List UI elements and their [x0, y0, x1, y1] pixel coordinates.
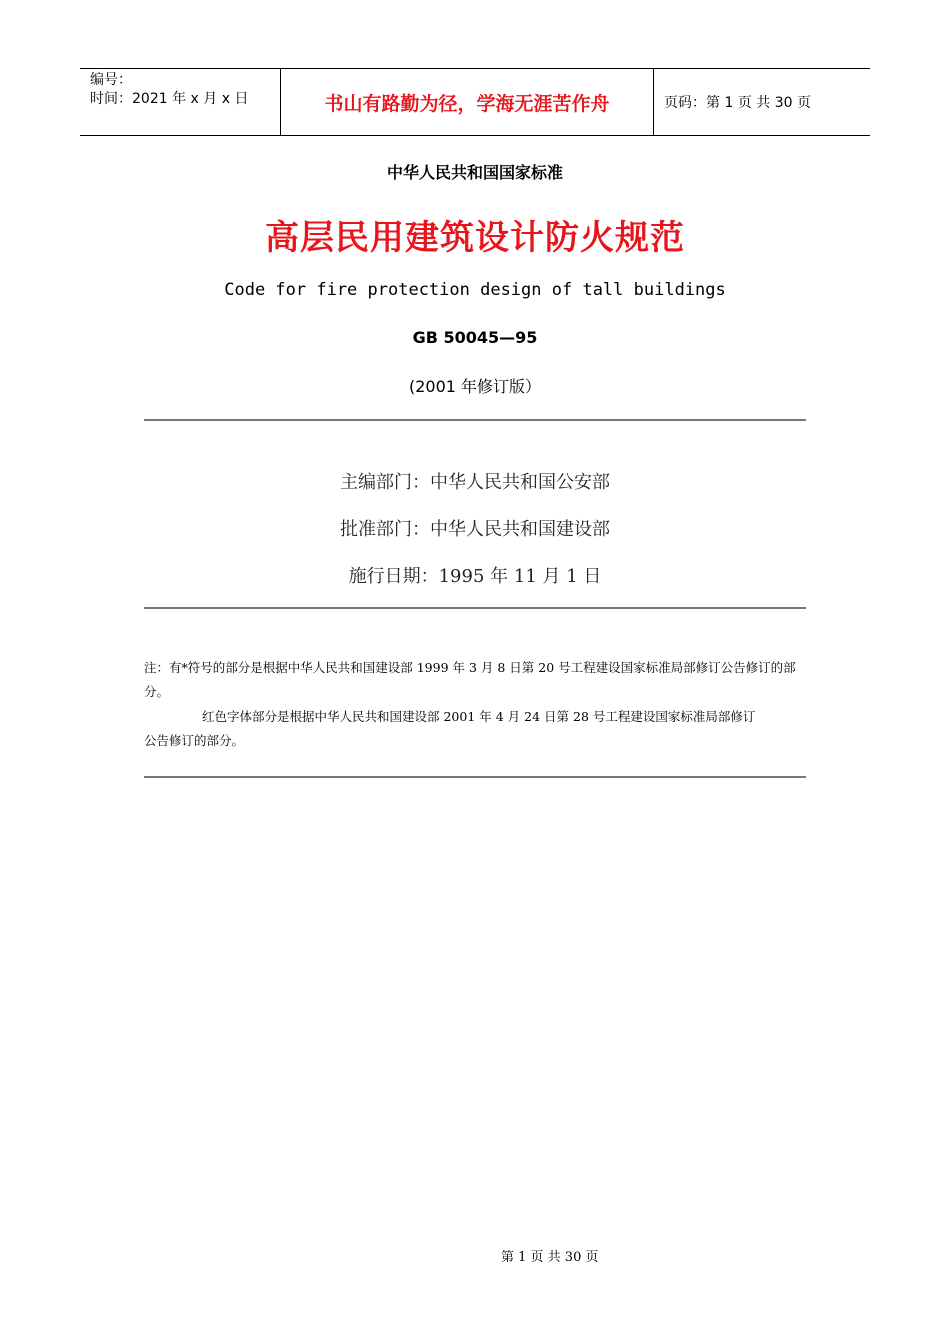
note-red-text-line2: 公告修订的部分。 [144, 733, 245, 748]
number-label: 编号： [90, 72, 132, 88]
revision-label: (2001 年修订版） [408, 377, 542, 396]
page-info-text: 页码：第 1 页 共 30 页 [664, 95, 811, 111]
standard-code: GB 50045—95 [412, 328, 538, 347]
motto-text: 书山有路勤为径，学海无涯苦作舟 [324, 92, 610, 115]
standard-label: 中华人民共和国国家标准 [386, 163, 563, 182]
approval-department: 批准部门：中华人民共和国建设部 [340, 519, 610, 540]
divider-bottom [144, 776, 806, 778]
document-title: 高层民用建筑设计防火规范 [265, 218, 685, 258]
effective-date: 施行日期：1995 年 11 月 1 日 [348, 566, 602, 587]
editor-department: 主编部门：中华人民共和国公安部 [340, 472, 610, 493]
divider-middle [144, 607, 806, 609]
time-label: 时间：2021 年 x 月 x 日 [90, 91, 249, 107]
motto-cell [281, 69, 654, 135]
page-info-cell [654, 69, 870, 135]
english-title: Code for fire protection design of tall buildings [224, 280, 726, 300]
note-red-text-line1: 红色字体部分是根据中华人民共和国建设部 2001 年 4 月 24 日第 28 号工程建设国家标准局部修订 [202, 709, 756, 724]
note-asterisk: 注：有*符号的部分是根据中华人民共和国建设部 1999 年 3 月 8 日第 20 号工程建设国家标准局部修订公告修订的部分。 [144, 660, 796, 699]
note-red-text [144, 705, 806, 753]
header-table [80, 68, 870, 136]
header-meta-cell [80, 69, 281, 135]
page-footer: 第 1 页 共 30 页 [501, 1250, 599, 1265]
divider-top [144, 419, 806, 421]
